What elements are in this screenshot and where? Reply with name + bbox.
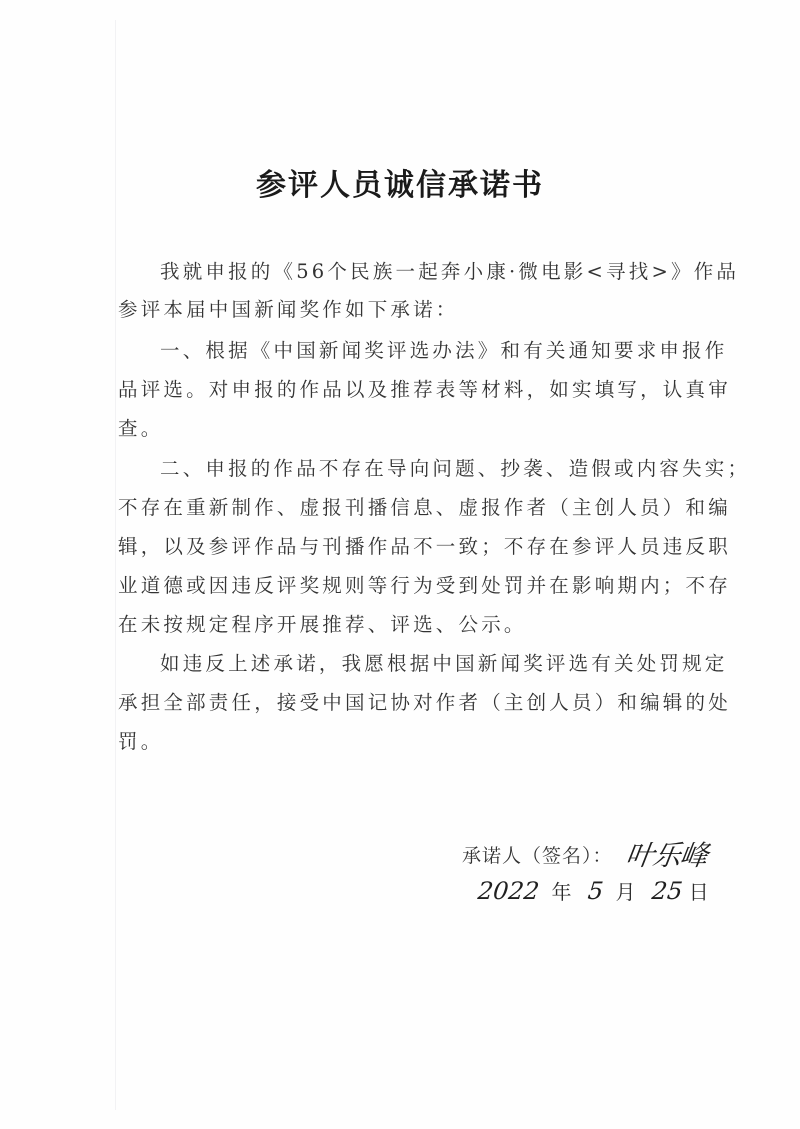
closing-line-2: 承担全部责任，接受中国记协对作者（主创人员）和编辑的处 [118,691,731,714]
clause-one-line-3: 查。 [118,417,164,440]
clause-two-line-1: 二、申报的作品不存在导向问题、抄袭、造假或内容失实； [160,457,751,480]
closing-line-3: 罚。 [118,730,164,753]
document-title: 参评人员诚信承诺书 [256,168,544,203]
clause-one-line-2: 品评选。对申报的作品以及推荐表等材料，如实填写，认真审 [118,378,731,401]
paragraph-intro-line-1: 我就申报的《56个民族一起奔小康·微电影<寻找>》作品 [160,260,740,283]
date-month-unit: 月 [615,880,636,904]
date-day-unit: 日 [688,880,709,904]
clause-one-line-1: 一、根据《中国新闻奖评选办法》和有关通知要求申报作 [160,339,728,362]
clause-two-line-5: 在未按规定程序开展推荐、评选、公示。 [118,613,527,636]
signature-label: 承诺人（签名）： [462,844,613,867]
signature-date [478,876,719,905]
signature-block [462,834,707,874]
clause-two-line-4: 业道德或因违反评奖规则等行为受到处罚并在影响期内；不存 [118,574,731,597]
clause-two-line-3: 辑，以及参评作品与刊播作品不一致；不存在参评人员违反职 [118,535,731,558]
closing-line-1: 如违反上述承诺，我愿根据中国新闻奖评选有关处罚规定 [160,652,728,675]
date-year: 2022 [476,877,541,905]
handwritten-signature: 叶乐峰 [623,839,709,872]
date-year-unit: 年 [551,880,572,904]
date-month: 5 [586,877,605,905]
clause-two-line-2: 不存在重新制作、虚报刊播信息、虚报作者（主创人员）和编 [118,496,731,519]
paragraph-intro-line-2: 参评本届中国新闻奖作如下承诺： [118,298,459,321]
date-day: 25 [650,877,684,905]
